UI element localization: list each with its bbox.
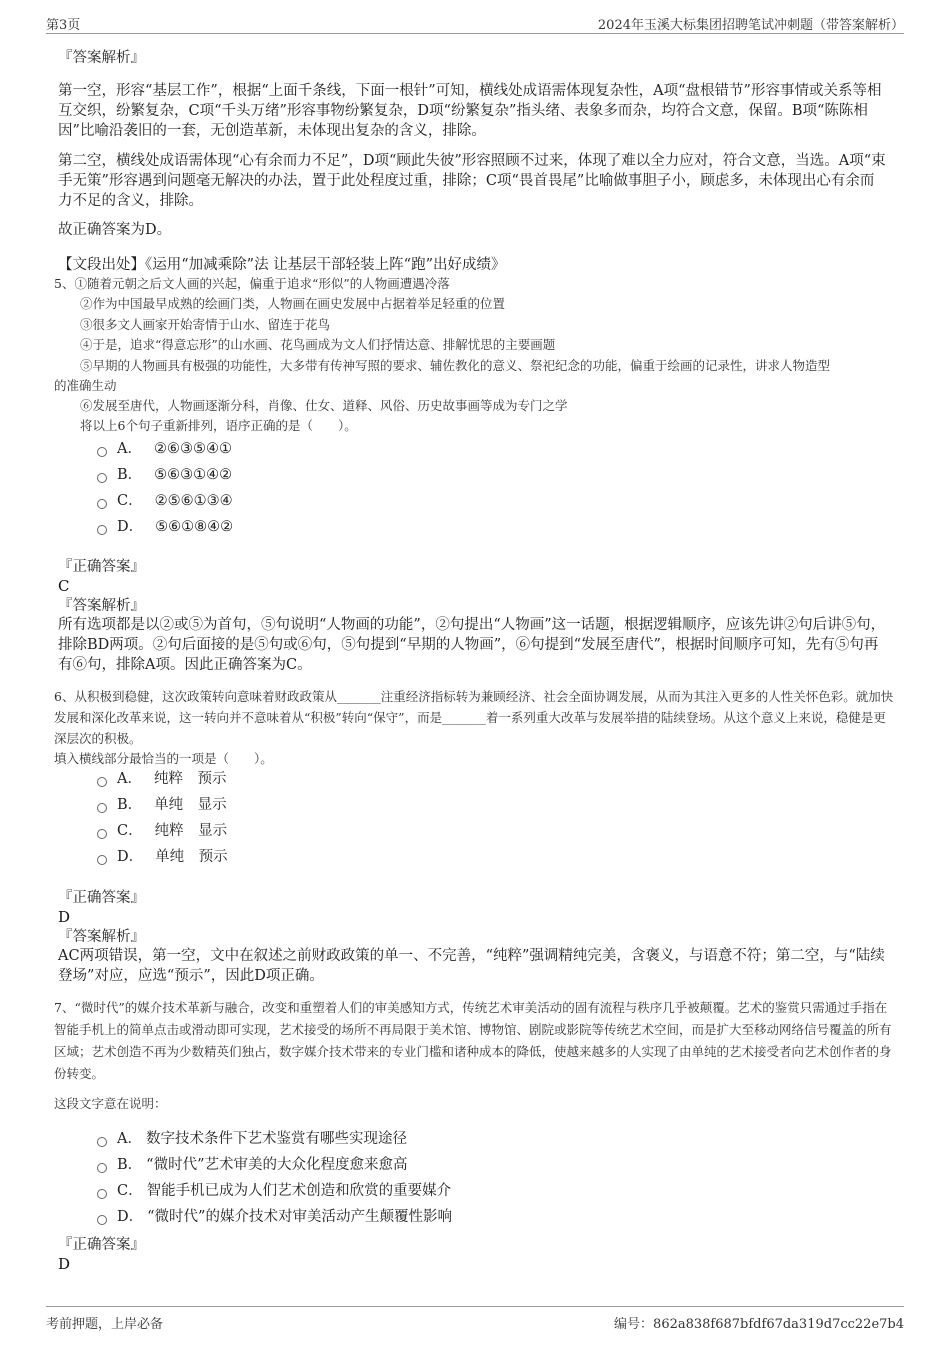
q5-option-b[interactable]: [97, 465, 232, 485]
option-text: “微时代”的媒介技术对审美活动产生颠覆性影响: [147, 1209, 452, 1225]
option-key: D．: [117, 519, 144, 535]
radio-icon[interactable]: [97, 499, 107, 509]
q7-answer-label: 『正确答案』: [58, 1237, 145, 1253]
option-key: C．: [117, 1183, 143, 1199]
footer-id-value: 862a838f687bfdf67da319d7cc22e7b4: [653, 1317, 904, 1332]
radio-icon[interactable]: [97, 1189, 107, 1199]
q5-prompt: 将以上6个句子重新排列，语序正确的是（ ）。: [80, 418, 357, 433]
q7-option-d[interactable]: [97, 1207, 452, 1227]
q6-stem: 6、从积极到稳健，这次政策转向意味着财政政策从_______注重经济指标转为兼顾经济、社会全面协调发展，从而为其注入更多的人性关怀色彩。就加快发展和深化改革来说，这一转向并不意味着从“积极”转向“保守”，而是_______着一系列重大改革与发展举措的陆续登场。从这个意义上来说，稳健是更深层次的积极。: [54, 689, 894, 746]
q5-sentence-6: ⑥发展至唐代，人物画逐渐分科，肖像、仕女、道释、风俗、历史故事画等成为专门之学: [80, 398, 568, 413]
option-key: A．: [117, 1131, 142, 1147]
q7-answer: D: [58, 1255, 71, 1273]
q5-sentence-2: ②作为中国最早成熟的绘画门类，人物画在画史发展中占据着举足轻重的位置: [80, 296, 506, 311]
q5-analysis-label: 『答案解析』: [58, 598, 145, 614]
option-key: C．: [117, 823, 143, 839]
option-text: ②⑥③⑤④①: [153, 441, 232, 457]
q7-stem: 7、“微时代”的媒介技术革新与融合，改变和重塑着人们的审美感知方式，传统艺术审美活动的固有流程与秩序几乎被颠覆。艺术的鉴赏只需通过手指在智能手机上的简单点击或滑动即可实现，艺术接受的场所不再局限于美术馆、博物馆、剧院或影院等传统艺术空间，而是扩大至移动网络信号覆盖的所有区域；艺术创造不再为少数精英们独占，数字媒介技术带来的专业门槛和诸种成本的降低，使越来越多的人实现了由单纯的艺术接受者向艺术创作者的身份转变。: [54, 1000, 892, 1081]
q6-option-a[interactable]: [97, 769, 226, 789]
q5-option-d[interactable]: [97, 517, 233, 537]
footer-id-label: 编号：: [614, 1317, 654, 1332]
option-text: 单纯 显示: [154, 797, 227, 813]
page-number: 第3页: [46, 18, 81, 33]
radio-icon[interactable]: [97, 803, 107, 813]
option-text: 智能手机已成为人们艺术创造和欣赏的重要媒介: [146, 1183, 452, 1199]
q7-prompt: 这段文字意在说明：: [54, 1096, 167, 1111]
footer-divider: [46, 1306, 904, 1307]
q6-analysis-label: 『答案解析』: [58, 929, 145, 945]
option-text: ⑤⑥③①④②: [154, 467, 233, 483]
q5-option-a[interactable]: [97, 439, 232, 459]
radio-icon[interactable]: [97, 473, 107, 483]
q4-source: 【文段出处】《运用“加减乘除”法 让基层干部轻装上阵“跑”出好成绩》: [58, 257, 506, 273]
q7-option-c[interactable]: [97, 1181, 451, 1201]
footer-id: [614, 1313, 904, 1332]
radio-icon[interactable]: [97, 829, 107, 839]
q5-sentence-5b: 的准确生动: [54, 378, 117, 393]
document-title: 2024年玉溪大标集团招聘笔试冲刺题（带答案解析）: [597, 18, 904, 33]
option-key: B．: [117, 797, 143, 813]
q7-option-b[interactable]: [97, 1155, 407, 1175]
q6-answer-label: 『正确答案』: [58, 890, 145, 906]
radio-icon[interactable]: [97, 1163, 107, 1173]
q4-analysis-p1: 第一空，形容“基层工作”，根据“上面千条线，下面一根针”可知，横线处成语需体现复杂性，A项“盘根错节”形容事情或关系等相互交织，纷繁复杂，C项“千头万绪”形容事物纷繁复杂，D项“纷繁复杂”指头绪、表象多而杂，均符合文意，保留。B项“陈陈相因”比喻沿袭旧的一套，无创造革新，未体现出复杂的含义，排除。: [58, 83, 882, 139]
q5-stem: 5、①随着元朝之后文人画的兴起，偏重于追求“形似”的人物画遭遇冷落: [54, 276, 450, 291]
q5-sentence-3: ③很多文人画家开始寄情于山水、留连于花鸟: [80, 317, 331, 332]
q6-answer: D: [58, 908, 71, 926]
radio-icon[interactable]: [97, 777, 107, 787]
option-key: C．: [117, 493, 143, 509]
option-text: 数字技术条件下艺术鉴赏有哪些实现途径: [145, 1131, 407, 1147]
option-key: A．: [117, 441, 142, 457]
q5-option-c[interactable]: [97, 491, 233, 511]
header-divider: [46, 33, 904, 34]
q6-option-b[interactable]: [97, 795, 227, 815]
option-key: D．: [117, 1209, 144, 1225]
q5-analysis: 所有选项都是以②或⑤为首句，⑤句说明“人物画的功能”，②句提出“人物画”这一话题，根据逻辑顺序，应该先讲②句后讲⑤句，排除BD两项。②句后面接的是⑤句或⑥句，⑤句提到“早期的人物画”，⑥句提到“发展至唐代”，根据时间顺序可知，先有⑤句再有⑥句，排除A项。因此正确答案为C。: [58, 617, 886, 673]
radio-icon[interactable]: [97, 1215, 107, 1225]
q5-sentence-5a: ⑤早期的人物画具有极强的功能性，大多带有传神写照的要求、辅佐教化的意义、祭祀纪念的功能，偏重于绘画的记录性，讲求人物造型: [80, 358, 831, 373]
q5-answer: C: [58, 577, 70, 595]
option-text: “微时代”艺术审美的大众化程度愈来愈高: [146, 1157, 408, 1173]
option-key: B．: [117, 467, 143, 483]
option-text: ②⑤⑥①③④: [154, 493, 233, 509]
option-text: ⑤⑥①⑧④②: [155, 519, 234, 535]
radio-icon[interactable]: [97, 855, 107, 865]
q4-analysis-label: 『答案解析』: [58, 50, 145, 66]
radio-icon[interactable]: [97, 447, 107, 457]
radio-icon[interactable]: [97, 525, 107, 535]
q6-prompt: 填入横线部分最恰当的一项是（ ）。: [54, 751, 273, 766]
option-text: 纯粹 预示: [153, 771, 227, 787]
q7-option-a[interactable]: [97, 1129, 407, 1149]
q4-analysis-p2: 第二空，横线处成语需体现“心有余而力不足”，D项“顾此失彼”形容照顾不过来，体现了难以全力应对，符合文意，当选。A项“束手无策”形容遇到问题毫无解决的办法，置于此处程度过重，排除；C项“畏首畏尾”比喻做事胆子小，顾虑多，未体现出心有余而力不足的含义，排除。: [58, 153, 886, 209]
option-text: 单纯 预示: [155, 849, 228, 865]
option-key: D．: [117, 849, 144, 865]
radio-icon[interactable]: [97, 1137, 107, 1147]
option-key: B．: [117, 1157, 143, 1173]
q6-analysis: AC两项错误，第一空，文中在叙述之前财政政策的单一、不完善，“纯粹”强调精纯完美，含褒义，与语意不符；第二空，与“陆续登场”对应，应选“预示”，因此D项正确。: [58, 948, 885, 984]
option-key: A．: [117, 771, 142, 787]
q4-conclusion: 故正确答案为D。: [58, 222, 172, 238]
q6-option-c[interactable]: [97, 821, 227, 841]
q6-option-d[interactable]: [97, 847, 228, 867]
q5-answer-label: 『正确答案』: [58, 559, 145, 575]
q5-sentence-4: ④于是，追求“得意忘形”的山水画、花鸟画成为文人们抒情达意、排解忧思的主要画题: [80, 337, 556, 352]
option-text: 纯粹 显示: [154, 823, 228, 839]
footer-slogan: 考前押题，上岸必备: [46, 1317, 164, 1332]
